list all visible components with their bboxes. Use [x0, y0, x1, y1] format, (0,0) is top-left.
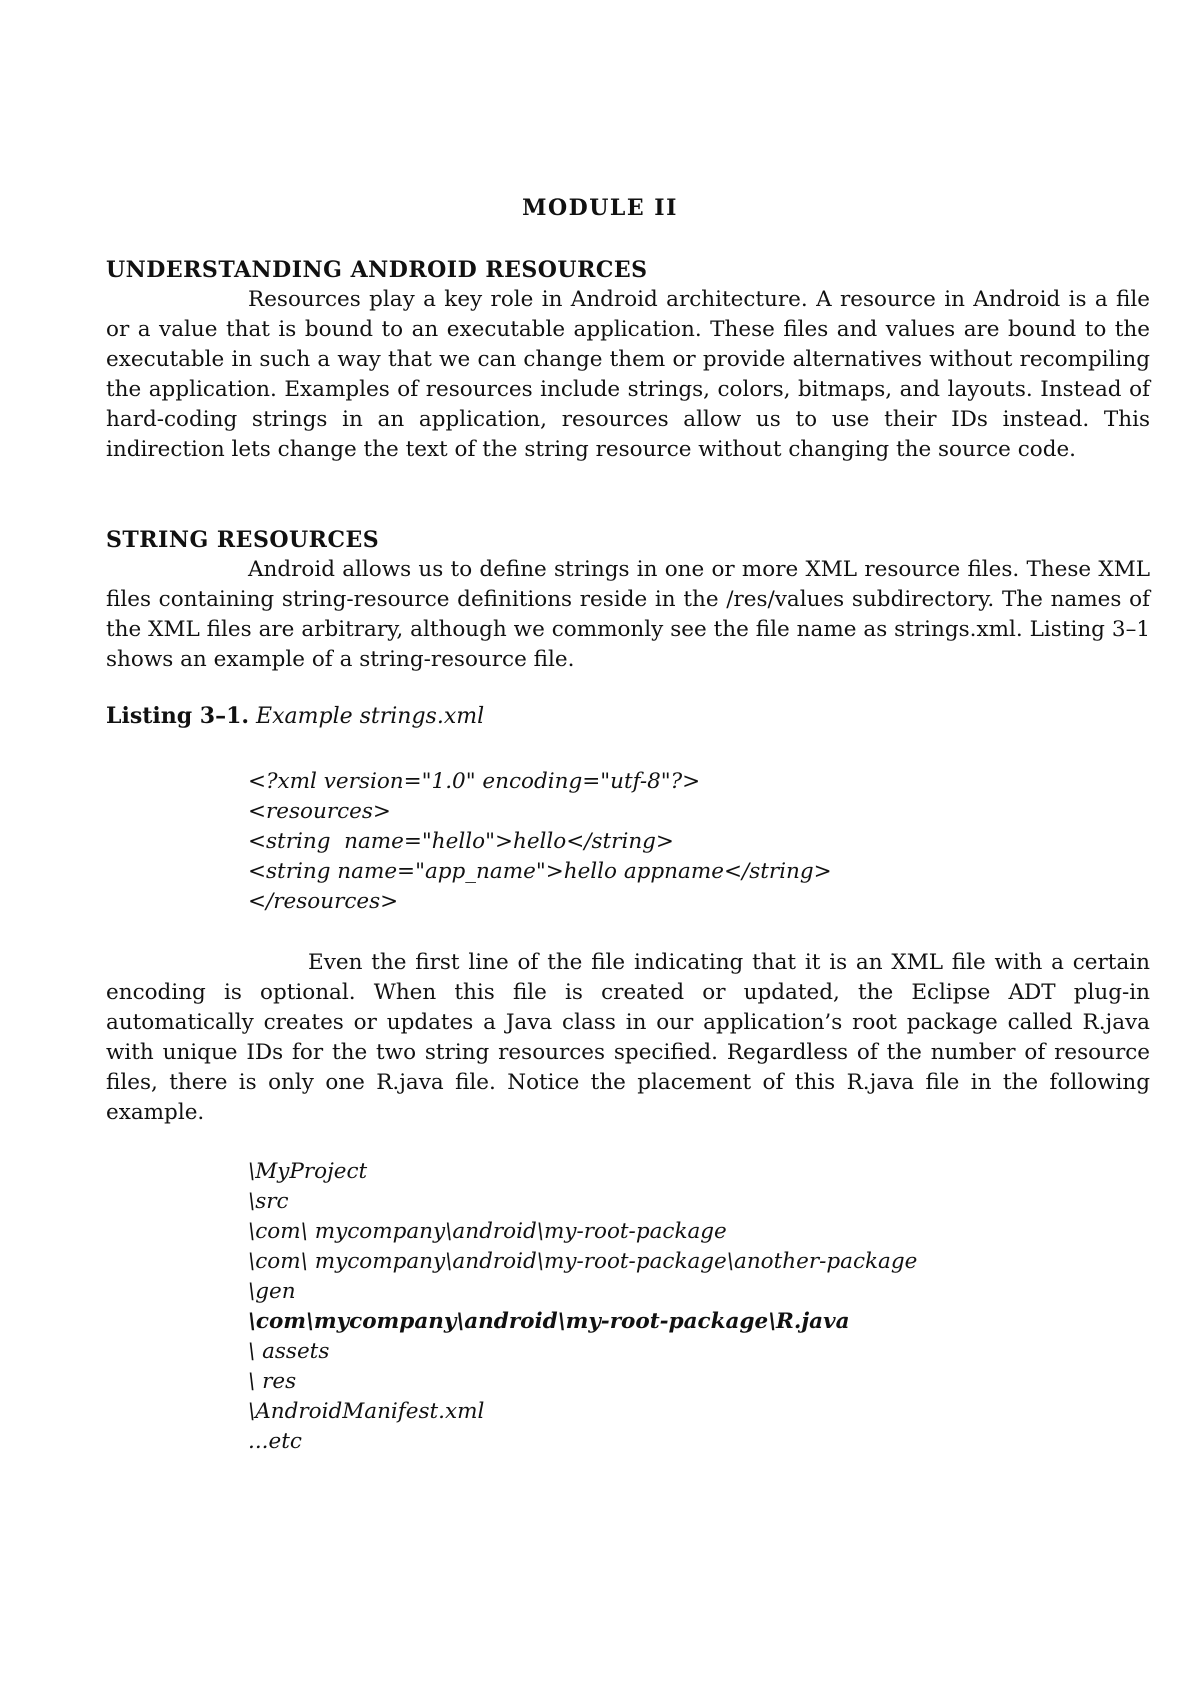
tree-line: \com\ mycompany\android\my-root-package [248, 1219, 727, 1244]
tree-line: \ res [248, 1369, 297, 1394]
tree-line: \com\ mycompany\android\my-root-package\another-package [248, 1249, 918, 1274]
listing-label: Listing 3–1. [106, 703, 250, 729]
code-line: </resources> [248, 889, 399, 914]
code-line: <resources> [248, 799, 391, 824]
section-heading-understanding-resources: UNDERSTANDING ANDROID RESOURCES [106, 257, 648, 283]
listing-caption-text: Example strings.xml [256, 704, 485, 729]
xml-code-block [248, 767, 832, 917]
paragraph-text: Android allows us to define strings in one or more XML resource files. These XML files containing string-resource definitions reside in the /res/values subdirectory. The names of the XML files are arbitrary, although we commonly see the file name as strings.xml. Listing 3–1 shows an example of a string-resource file. [106, 557, 1150, 672]
code-line: <?xml version="1.0" encoding="utf-8"?> [248, 769, 701, 794]
code-line: <string name="app_name">hello appname</string> [248, 859, 832, 884]
section-heading-string-resources: STRING RESOURCES [106, 527, 380, 553]
code-line: <string name="hello">hello</string> [248, 829, 674, 854]
paragraph-text: Even the first line of the file indicating that it is an XML file with a certain encoding is optional. When this file is created or updated, the Eclipse ADT plug-in automatically creates or updates a Java class in our application’s root package called R.java with unique IDs for the two string resources specified. Regardless of the number of resource files, there is only one R.java file. Notice the placement of this R.java file in the following example. [106, 950, 1150, 1125]
tree-line: \MyProject [248, 1159, 368, 1184]
tree-line: \gen [248, 1279, 296, 1304]
tree-line: ...etc [248, 1429, 302, 1454]
paragraph-text: Resources play a key role in Android architecture. A resource in Android is a file or a value that is bound to an executable application. These files and values are bound to the executable in such a way that we can change them or provide alternatives without recompiling the application. Examples of resources include strings, colors, bitmaps, and layouts. Instead of hard-coding strings in an application, resources allow us to use their IDs instead. This indirection lets change the text of the string resource without changing the source code. [106, 287, 1150, 462]
tree-line-rjava: \com\mycompany\android\my-root-package\R.java [248, 1309, 850, 1334]
listing-caption [106, 703, 484, 729]
project-tree-block [248, 1157, 917, 1457]
section-paragraph-understanding-resources [106, 285, 1150, 465]
module-title: MODULE II [522, 195, 678, 221]
tree-line: \src [248, 1189, 289, 1214]
tree-line: \ assets [248, 1339, 330, 1364]
tree-line: \AndroidManifest.xml [248, 1399, 485, 1424]
section-paragraph-string-resources [106, 555, 1150, 675]
explanation-paragraph [106, 948, 1150, 1128]
